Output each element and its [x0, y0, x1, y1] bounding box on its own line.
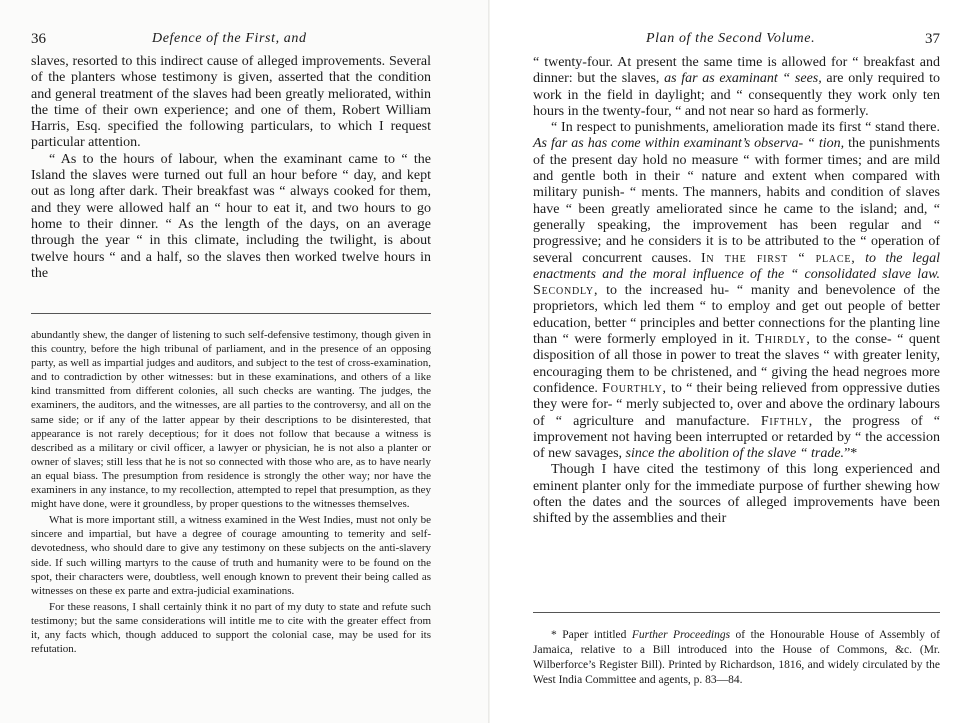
footnote-rule: [31, 313, 431, 314]
footnote-rule: [533, 612, 940, 613]
footnote-paragraph: For these reasons, I shall certainly think it no part of my duty to state and refute such testimony; but the same considerations will intitle me to cite with the greater effect from it, any facts which, though adduced to support the colonial case, may be used for its refutation.: [31, 600, 431, 656]
right-body-text: [533, 55, 940, 528]
footnote-paragraph: abundantly shew, the danger of listening to such self-defensive testimony, though given in this country, before the high tribunal of parliament, and in the presence of an opposing party, as well as impartial judges and auditors, and subject to the test of cross-examination, and to contradiction by other witnesses: but in these examinations, and others of a like kind transmitted from different colonies, all such checks are wanting. The judges, the examiners, the auditors, and the witnesses, are all parties to the controversy, and all on the same side; or if any of the latter appear by their descriptions to be disinterested, that appearance is not rarely deceptious; for it does not follow that because a witness is described as a military or civil officer, a lawyer or physician, he is not also a planter or owner of slaves; still less that he is not so connected with those who are, as to have nearly an equal biass. The presumption from residence is strongly the other way; nor have the examiners in any instance, to my recollection, attempted to repel that presumption, as they might have done, were it groundless, by proper questions to the witnesses themselves.: [31, 329, 431, 511]
italic-run: to the legal enactments and the moral influence of the “ consolidated slave law.: [533, 250, 940, 282]
text-run: to the increased hu- “ manity and benevolence of the proprietors, which led them “ to employ and get out people of better education, better “ principles and better connections for the planting line than “ were formerly employed in it.: [533, 283, 940, 348]
text-run: of the Honourable House of Assembly of Jamaica, relative to a Bill introduced into the House of Commons, &c. (Mr. Wilberforce’s Register Bill). Printed by Richardson, 1816, and widely circulated by the West India Committee and agents, p. 83—84.: [533, 629, 940, 686]
paragraph: slaves, resorted to this indirect cause of alleged improvements. Several of the planters whose testimony is given, asserted that the condition and general treatment of the slaves had been greatly meliorated, within the time of their own experience; and one of them, Robert William Harris, Esq. specified the following particulars, to which I request particular attention.: [31, 54, 431, 151]
quoted-testimony: “ As to the hours of labour, when the examinant came to “ the Island the slaves were turned out full an hour before “ day, and kept out as long after dark. Their breakfast was “ always cooked for them, and they were allowed half an “ hour to eat it, and two hours to go home to their dinner. “ As the length of the days, on an average through the year “ in this climate, including the twilight, is about twelve hours “ and a half, so the slaves then worked twelve hours in the: [31, 151, 431, 281]
text-run: to “ their being relieved from oppressive duties they were for- “ merly subjected to, over and above the ordinary labours of “ agriculture and manufacture.: [533, 380, 940, 429]
small-caps-run: Secondly,: [533, 283, 599, 299]
quoted-testimony-punishments: [533, 120, 940, 462]
footnote-paragraph: What is more important still, a witness examined in the West Indies, must not only be sincere and impartial, but have a degree of courage amounting to temerity and self-devotedness, who should dare to give any testimony on these subjects on the anti-slavery side. If such willing martyrs to the cause of truth and humanity were to be found on the spot, their characters were, doubtless, well enough known to prevent their being called as witnesses on these ex parte and extra-judicial examinations.: [31, 514, 431, 597]
running-head-left: Defence of the First, and: [152, 31, 307, 46]
left-footnote: [31, 328, 431, 658]
text-run: ”*: [844, 446, 858, 462]
text-run: are only required to work in the field in daylight; and “ consequently they work only ten hours in the twenty-four, “ and not near so hard as formerly.: [533, 71, 940, 119]
text-run: * Paper intitled: [551, 629, 632, 641]
right-page: [490, 0, 980, 723]
small-caps-run: In the first “ place,: [700, 250, 856, 266]
italic-run: As far as has come within examinant’s observa- “ tion,: [533, 136, 845, 152]
text-run: “ twenty-four. At present the same time is allowed for “ breakfast and dinner: but the slaves,: [533, 55, 940, 87]
page-number-left: 36: [31, 31, 46, 47]
paragraph: Though I have cited the testimony of this long experienced and eminent planter only for the immediate purpose of further shewing how often the dates and the sources of alleged improvements have been shifted by the assemblies and their: [533, 462, 940, 527]
right-footnote: [533, 628, 940, 688]
text-run: to the conse- “ quent disposition of all those in power to treat the slaves “ with greater lenity, encouraging them to be christened, and “ giving the head negroes more confidence.: [533, 332, 941, 396]
text-run: the punishments of the present day hold no measure “ with former times; and are mild and gentle both in their “ nature and extent when compared with military punish- “ ments. The manners, habits and condition of slaves have “ been greatly ameliorated since he came to the island; and, “ generally speaking, the improvement has been regular and “ progressive; and he considers it is to be attributed to the “ operation of several concurrent causes.: [533, 136, 940, 266]
left-body-text: [31, 54, 431, 282]
footnote-paragraph: [533, 628, 940, 688]
quoted-testimony-continued: [533, 55, 940, 120]
text-run: the progress of “ improvement not having been interrupted or retarded by “ the accession of new savages,: [533, 413, 940, 462]
text-run: “ In respect to punishments, amelioration made its first “ stand there.: [551, 120, 940, 136]
italic-run: since the abolition of the slave “ trade.: [625, 446, 845, 462]
running-head-right: Plan of the Second Volume.: [646, 31, 816, 46]
italic-run: as far as examinant “ sees,: [664, 71, 822, 87]
small-caps-run: Fifthly,: [760, 413, 814, 429]
page-number-right: 37: [925, 31, 940, 47]
small-caps-run: Thirdly,: [755, 332, 811, 348]
small-caps-run: Fourthly,: [602, 380, 667, 396]
italic-run: Further Proceedings: [631, 629, 731, 641]
